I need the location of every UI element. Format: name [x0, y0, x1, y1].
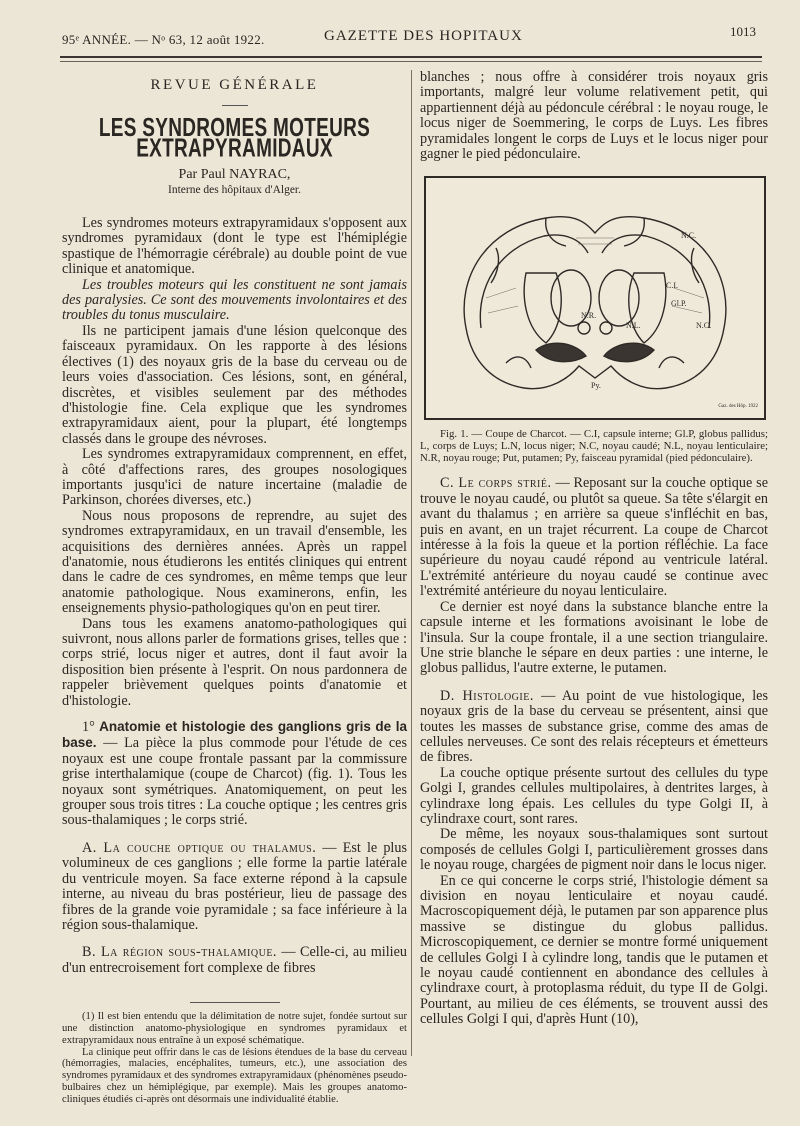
paragraph: Ils ne participent jamais d'une lésion quelconque des faisceaux pyramidaux. On les rapporte à des lésions électives (1) des noyaux gris de la base du cerveau ou de leurs voies d'association. Ces lésions, sont, en général, discrètes, et visibles seulement par des méthodes d'histologie fine. Cela explique que les syndromes extrapyramidaux aient, pour la plupart, été longtemps classés dans le groupe des névroses.: [62, 322, 407, 447]
paragraph: Ce dernier est noyé dans la substance blanche entre la capsule interne et les formations avoisinant le lobe de l'insula. Sur la coupe frontale, il a une section triangulaire. Une strie blanche le sépare en deux parties : une interne, le globus pallidus, l'autre externe, le putamen.: [420, 598, 768, 677]
paragraph: De même, les noyaux sous-thalamiques sont surtout composés de cellules Golgi I, particulièrement grosses dans le noyau rouge, chargées de pigment noir dans le locus niger.: [420, 826, 768, 874]
right-column: [420, 70, 768, 1028]
paragraph: Les troubles moteurs qui les constituent ne sont jamais des paralysies. Ce sont des mouvements involontaires et des troubles du tonus musculaire.: [62, 276, 407, 324]
paragraph: Dans tous les examens anatomo-pathologiques qui suivront, nous allons parler de formations grises, telles que : corps strié, locus niger et autres, dont il faut avoir la disposition bien présente à l'esprit. On nous pardonnera de rappeler brièvement quelques points d'anatomie et d'histologie.: [62, 615, 407, 709]
figure-label: N.C.: [696, 321, 712, 331]
brain-section-drawing: [426, 178, 764, 418]
subsection-number: 1°: [82, 719, 100, 736]
subsection-label: B. La région sous-thalamique.: [82, 944, 277, 961]
figure-label: N.C.: [681, 231, 697, 241]
figure-label: N.R.: [581, 311, 597, 321]
subsection-text: — Celle-ci, au milieu d'un entrecroisement fort complexe de fibres: [62, 944, 408, 976]
subsection-label: A. La couche optique ou thalamus.: [82, 839, 317, 856]
subsection-text: — Au point de vue histologique, les noyaux gris de la base du cerveau se présentent, ainsi que toutes les masses de substance grise, comme des amas de cellules nerveuses. Ce sont des relais récepteurs et émetteurs de fibres.: [420, 687, 768, 766]
paragraph: blanches ; nous offre à considérer trois noyaux gris importants, malgré leur volume relativement petit, qui appartiennent déjà au pédoncule cérébral : le noyau rouge, le locus niger de Soemmering, le corps de Luys. Les fibres pyramidales longent le corps de Luys et le locus niger pour gagner le pied pédonculaire.: [420, 69, 768, 163]
paragraph: Nous nous proposons de reprendre, au sujet des syndromes extrapyramidaux, en un travail d'ensemble, les acquisitions des dernières années. Après un rappel d'anatomie, nous étudierons les entités cliniques qui entrent dans le cadre de ces syndromes, en même temps que leur anatomie pathologique. Nous examinerons, enfin, les enseignements physio-pathologiques qu'on en peut tirer.: [62, 507, 407, 617]
subsection-heading: Anatomie et histologie des ganglions gris de la base.: [62, 719, 407, 751]
paragraph: La couche optique présente surtout des cellules du type Golgi I, grandes cellules multipolaires, à dentrites larges, à cylindraxe long épais. Les cellules du type Golgi II, à cylindraxe court, sont rares.: [420, 764, 768, 827]
header-rule-thin: [60, 61, 762, 62]
subsection-striatum: [420, 476, 768, 599]
author-affiliation: Interne des hôpitaux d'Alger.: [167, 183, 301, 196]
article-title: LES SYNDROMES MOTEURS EXTRAPYRAMIDAUX: [98, 114, 371, 165]
article-author: Par Paul NAYRAC,: [178, 167, 291, 183]
footnote-rule: [190, 1002, 280, 1003]
section-title: REVUE GÉNÉRALE: [150, 77, 319, 93]
page-number: 1013: [730, 24, 756, 39]
subsection-histology: [420, 689, 768, 766]
journal-title: GAZETTE DES HOPITAUX: [324, 28, 523, 44]
left-column: [62, 70, 407, 1106]
header-rule: [60, 56, 762, 58]
subsection-label: C. Le corps strié.: [440, 475, 552, 492]
issue-info: 95ᵉ ANNÉE. — Nᵒ 63, 12 août 1922.: [62, 32, 265, 47]
column-separator: [411, 70, 412, 1056]
figure-brain-section: [424, 176, 766, 420]
paragraph: Les syndromes extrapyramidaux comprennent, en effet, à côté d'affections rares, des groupes nosologiques importants jusqu'ici de nature incertaine (maladie de Parkinson, chorées diverses, etc.): [62, 446, 407, 509]
figure-label: C.I.: [666, 281, 678, 291]
figure-label: N.L.: [626, 321, 641, 331]
running-header: [62, 22, 762, 52]
footnote: La clinique peut offrir dans le cas de lésions étendues de la base du cerveau (hémorragies, malacies, encéphalites, tumeurs, etc.), une association des syndromes pyramidaux et des syndromes extrapyramidaux (phénomènes pseudo-bulbaires chez un hémiplégique, par exemple). Mais les groupes anatomo-cliniques étudiés ci-après ont désormais une individualité établie.: [62, 1046, 407, 1105]
subsection-anatomy: [62, 719, 407, 829]
paragraph: En ce qui concerne le corps strié, l'histologie dément sa division en noyau lenticulaire et noyau caudé. Macroscopiquement déjà, le putamen par son apparence plus massive se distingue du globus pallidus. Microscopiquement, ce dernier se montre formé uniquement de cellules Golgi I à cylindre long, tandis que le putamen et le noyau caudé contiennent en abondance des cellules à cylindraxe court, à protoplasma réduit, du type II de Golgi. Pourtant, au milieu de ces éléments, se trouvent aussi des cellules Golgi I qui, d'après Hunt (10),: [420, 872, 768, 1028]
paragraph: Les syndromes moteurs extrapyramidaux s'opposent aux syndromes pyramidaux (dont le type est l'hémiplégie spastique de l'hémorragie cérébrale) au double point de vue clinique et anatomique.: [62, 215, 407, 278]
figure-label: Gl.P.: [671, 299, 687, 309]
subsection-thalamus: [62, 841, 407, 933]
subsection-label: D. Histologie.: [440, 687, 534, 704]
subsection-text: — Est le plus volumineux de ces ganglions ; elle forme la partie latérale du ventricule moyen. Sa face externe répond à la capsule interne, au niveau du bras postérieur, lieu de passage des fibres de la grande voie pyramidale ; sa face inférieure à la région sous-thalamique.: [62, 839, 407, 933]
figure-label: Py.: [591, 381, 601, 391]
subsection-text: — Reposant sur la couche optique se trouve le noyau caudé, ou plutôt sa queue. Sa tête s'élargit en avant du thalamus ; en arrière sa queue s'infléchit en bas, puis en avant, en un trajet récurrent. La coupe de Charcot intéresse à la fois la queue et la portion réfléchie. La face supérieure du noyau caudé répond au ventricule latéral. L'extrémité antérieure du noyau caudé se continue avec l'extrémité antérieure du noyau lenticulaire.: [420, 475, 768, 600]
title-rule: [222, 105, 248, 106]
subsection-subthalamic: [62, 945, 407, 976]
footnote: (1) Il est bien entendu que la délimitation de notre sujet, fondée surtout sur une distinction anatomo-physiologique en syndromes pyramidaux et extrapyramidaux nous entraîne à un exposé schématique.: [62, 1011, 407, 1046]
figure-credit: Gaz. des Hôp. 1922: [718, 404, 758, 410]
subsection-text: — La pièce la plus commode pour l'étude de ces noyaux est une coupe frontale passant par la commissure grise interthalamique (coupe de Charcot) (fig. 1). Tous les noyaux sont symétriques. Anatomiquement, on peut les grouper sous trois titres : La couche optique ; les centres gris sous-thalamiques ; le corps strié.: [62, 735, 407, 829]
figure-caption: Fig. 1. — Coupe de Charcot. — C.I, capsule interne; Gl.P, globus pallidus; L, corps de Luys; L.N, locus niger; N.C, noyau caudé; N.L, noyau lenticulaire; N.R, noyau rouge; Put, putamen; Py, faisceau pyramidal (pied pédonculaire).: [420, 428, 768, 465]
